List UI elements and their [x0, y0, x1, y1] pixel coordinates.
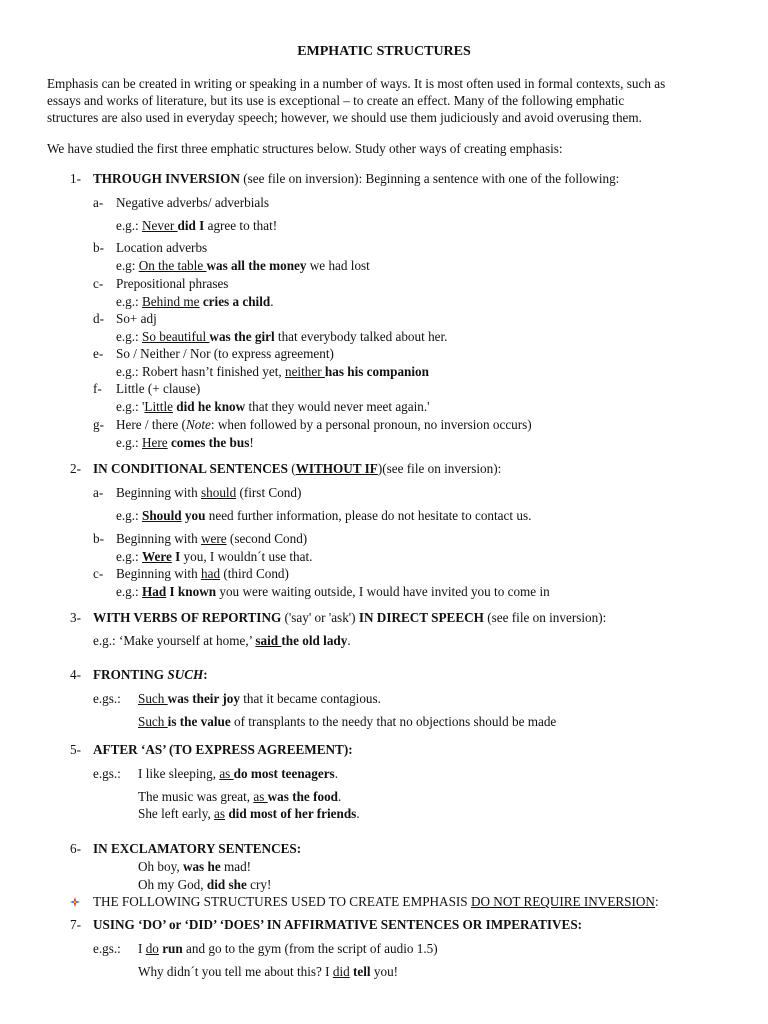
- section-number: 3-: [70, 610, 81, 625]
- egs-label: e.gs.:: [93, 766, 121, 781]
- example-line: e.g.: Robert hasn’t finished yet, neither has his companion: [116, 364, 429, 379]
- section-number: 6-: [70, 841, 81, 856]
- example-line: e.g.: ‘Make yourself at home,’ said the old lady.: [93, 633, 351, 648]
- item-text: Beginning with were (second Cond): [116, 531, 308, 546]
- item-letter: d-: [93, 311, 104, 326]
- item-letter: c-: [93, 276, 104, 291]
- item-letter: g-: [93, 417, 104, 432]
- example-line: e.g.: Behind me cries a child.: [116, 294, 274, 309]
- page-title: EMPHATIC STRUCTURES: [297, 44, 471, 59]
- section-number: 1-: [70, 171, 81, 186]
- item-text: So / Neither / Nor (to express agreement): [116, 346, 334, 361]
- section-heading: IN CONDITIONAL SENTENCES (WITHOUT IF)(see file on inversion):: [93, 461, 502, 476]
- item-letter: a-: [93, 485, 104, 500]
- item-text: Here / there (Note: when followed by a personal pronoun, no inversion occurs): [116, 417, 532, 432]
- example-line: She left early, as did most of her friends.: [138, 806, 360, 821]
- example-line: Such is the value of transplants to the needy that no objections should be made: [138, 714, 557, 729]
- item-letter: b-: [93, 240, 104, 255]
- colored-bullet-icon: [70, 897, 80, 907]
- section-number: 7-: [70, 917, 81, 932]
- item-text: Little (+ clause): [116, 381, 201, 396]
- item-letter: f-: [93, 381, 102, 396]
- item-text: So+ adj: [116, 311, 157, 326]
- section-number: 2-: [70, 461, 81, 476]
- item-text: Location adverbs: [116, 240, 208, 255]
- item-letter: a-: [93, 195, 104, 210]
- section-number: 4-: [70, 667, 81, 682]
- example-line: e.g.: So beautiful was the girl that everybody talked about her.: [116, 329, 448, 344]
- item-letter: c-: [93, 566, 104, 581]
- section-heading: IN EXCLAMATORY SENTENCES:: [93, 841, 302, 856]
- example-line: e.g.: 'Little did he know that they would never meet again.': [116, 399, 430, 414]
- example-line: e.g.: Should you need further information, please do not hesitate to contact us.: [116, 508, 532, 523]
- example-line: e.g.: Were I you, I wouldn´t use that.: [116, 549, 313, 564]
- intro-line: structures are also used in everyday speech; however, we should use them judiciously and avoid overusing them.: [47, 110, 642, 125]
- studied-sentence: We have studied the first three emphatic structures below. Study other ways of creating emphasis:: [47, 141, 563, 156]
- example-line: Oh my God, did she cry!: [138, 877, 272, 892]
- section-heading: USING ‘DO’ or ‘DID’ ‘DOES’ IN AFFIRMATIVE SENTENCES OR IMPERATIVES:: [93, 917, 583, 932]
- section-heading: AFTER ‘AS’ (TO EXPRESS AGREEMENT):: [93, 742, 353, 757]
- egs-label: e.gs.:: [93, 941, 121, 956]
- inversion-note: THE FOLLOWING STRUCTURES USED TO CREATE EMPHASIS DO NOT REQUIRE INVERSION:: [93, 894, 659, 909]
- section-heading: WITH VERBS OF REPORTING ('say' or 'ask') IN DIRECT SPEECH (see file on inversion):: [93, 610, 607, 625]
- example-line: e.g: On the table was all the money we had lost: [116, 258, 370, 273]
- section-number: 5-: [70, 742, 81, 757]
- example-line: I do run and go to the gym (from the script of audio 1.5): [138, 941, 438, 956]
- item-letter: b-: [93, 531, 104, 546]
- section-heading: THROUGH INVERSION (see file on inversion): Beginning a sentence with one of the following:: [93, 171, 620, 186]
- egs-label: e.gs.:: [93, 691, 121, 706]
- example-line: The music was great, as was the food.: [138, 789, 342, 804]
- example-line: Such was their joy that it became contagious.: [138, 691, 381, 706]
- example-line: e.g.: Here comes the bus!: [116, 435, 254, 450]
- intro-line: Emphasis can be created in writing or speaking in a number of ways. It is most often used in formal contexts, such as: [47, 76, 666, 91]
- section-heading: FRONTING SUCH:: [93, 667, 208, 682]
- item-text: Beginning with should (first Cond): [116, 485, 302, 500]
- example-line: I like sleeping, as do most teenagers.: [138, 766, 338, 781]
- item-text: Beginning with had (third Cond): [116, 566, 289, 581]
- example-line: e.g.: Had I known you were waiting outside, I would have invited you to come in: [116, 584, 550, 599]
- item-text: Prepositional phrases: [116, 276, 229, 291]
- intro-line: essays and works of literature, but its use is exceptional – to create an effect. Many of the following emphatic: [47, 93, 625, 108]
- item-text: Negative adverbs/ adverbials: [116, 195, 270, 210]
- example-line: Why didn´t you tell me about this? I did tell you!: [138, 964, 399, 979]
- intro-paragraph: [47, 75, 727, 126]
- example-line: Oh boy, was he mad!: [138, 859, 252, 874]
- example-line: e.g.: Never did I agree to that!: [116, 218, 278, 233]
- item-letter: e-: [93, 346, 104, 361]
